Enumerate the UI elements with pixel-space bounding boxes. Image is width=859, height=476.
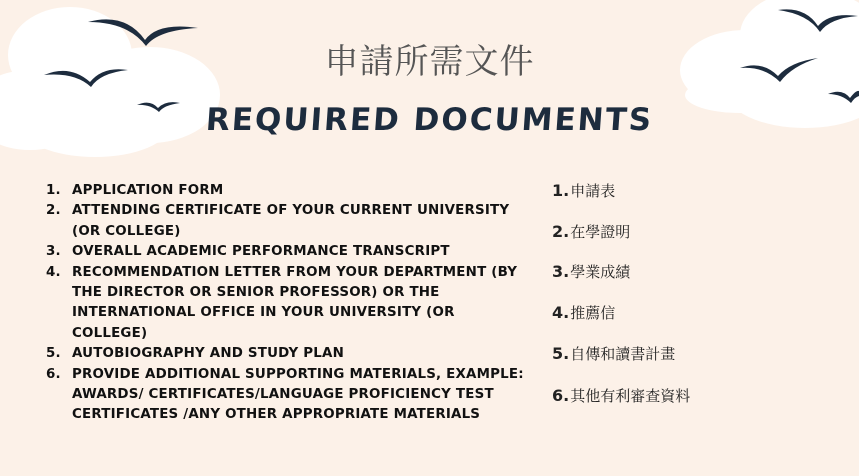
english-document-list (46, 181, 526, 426)
item-text: PROVIDE ADDITIONAL SUPPORTING MATERIALS, EXAMPLE: AWARDS/ CERTIFICATES/LANGUAGE PROFICIENCY TEST CERTIFICATES /ANY OTHER APPROPRIATE MATERIALS (72, 366, 524, 423)
item-number: 6. (46, 366, 61, 382)
list-item (552, 221, 630, 242)
item-number: 5. (552, 344, 570, 363)
title-chinese: 申請所需文件 (324, 42, 535, 82)
list-item (552, 302, 615, 323)
item-text: 推薦信 (570, 304, 616, 322)
item-number: 4. (46, 264, 61, 280)
list-item (552, 343, 675, 364)
list-item (552, 261, 630, 282)
item-number: 4. (552, 303, 570, 322)
item-number: 2. (46, 203, 61, 219)
list-item (552, 385, 690, 406)
item-text: 學業成績 (570, 263, 631, 281)
list-item (46, 365, 526, 426)
item-text: 申請表 (570, 182, 616, 200)
list-item (552, 180, 615, 201)
item-number: 1. (46, 183, 61, 198)
item-text: 在學證明 (570, 223, 631, 241)
item-number: 6. (552, 386, 570, 405)
item-number: 2. (552, 222, 570, 241)
list-item (46, 201, 526, 242)
item-number: 3. (552, 262, 570, 281)
item-text: RECOMMENDATION LETTER FROM YOUR DEPARTMENT (BY THE DIRECTOR OR SENIOR PROFESSOR) OR THE INTERNATIONAL OFFICE IN YOUR UNIVERSITY (OR COLLEGE) (72, 264, 518, 341)
item-number: 5. (46, 346, 61, 362)
item-text: ATTENDING CERTIFICATE OF YOUR CURRENT UNIVERSITY (OR COLLEGE) (72, 203, 510, 239)
item-text: 其他有利審查資料 (570, 387, 691, 405)
item-number: 3. (46, 244, 61, 260)
list-item (46, 263, 526, 345)
item-text: AUTOBIOGRAPHY AND STUDY PLAN (72, 346, 344, 362)
list-item (46, 242, 526, 262)
item-text: OVERALL ACADEMIC PERFORMANCE TRANSCRIPT (72, 244, 450, 260)
title-english: REQUIRED DOCUMENTS (204, 102, 655, 138)
list-item (46, 344, 526, 364)
item-text: APPLICATION FORM (72, 183, 224, 198)
item-number: 1. (552, 181, 570, 200)
item-text: 自傳和讀書計畫 (570, 345, 676, 363)
list-item (46, 181, 526, 201)
